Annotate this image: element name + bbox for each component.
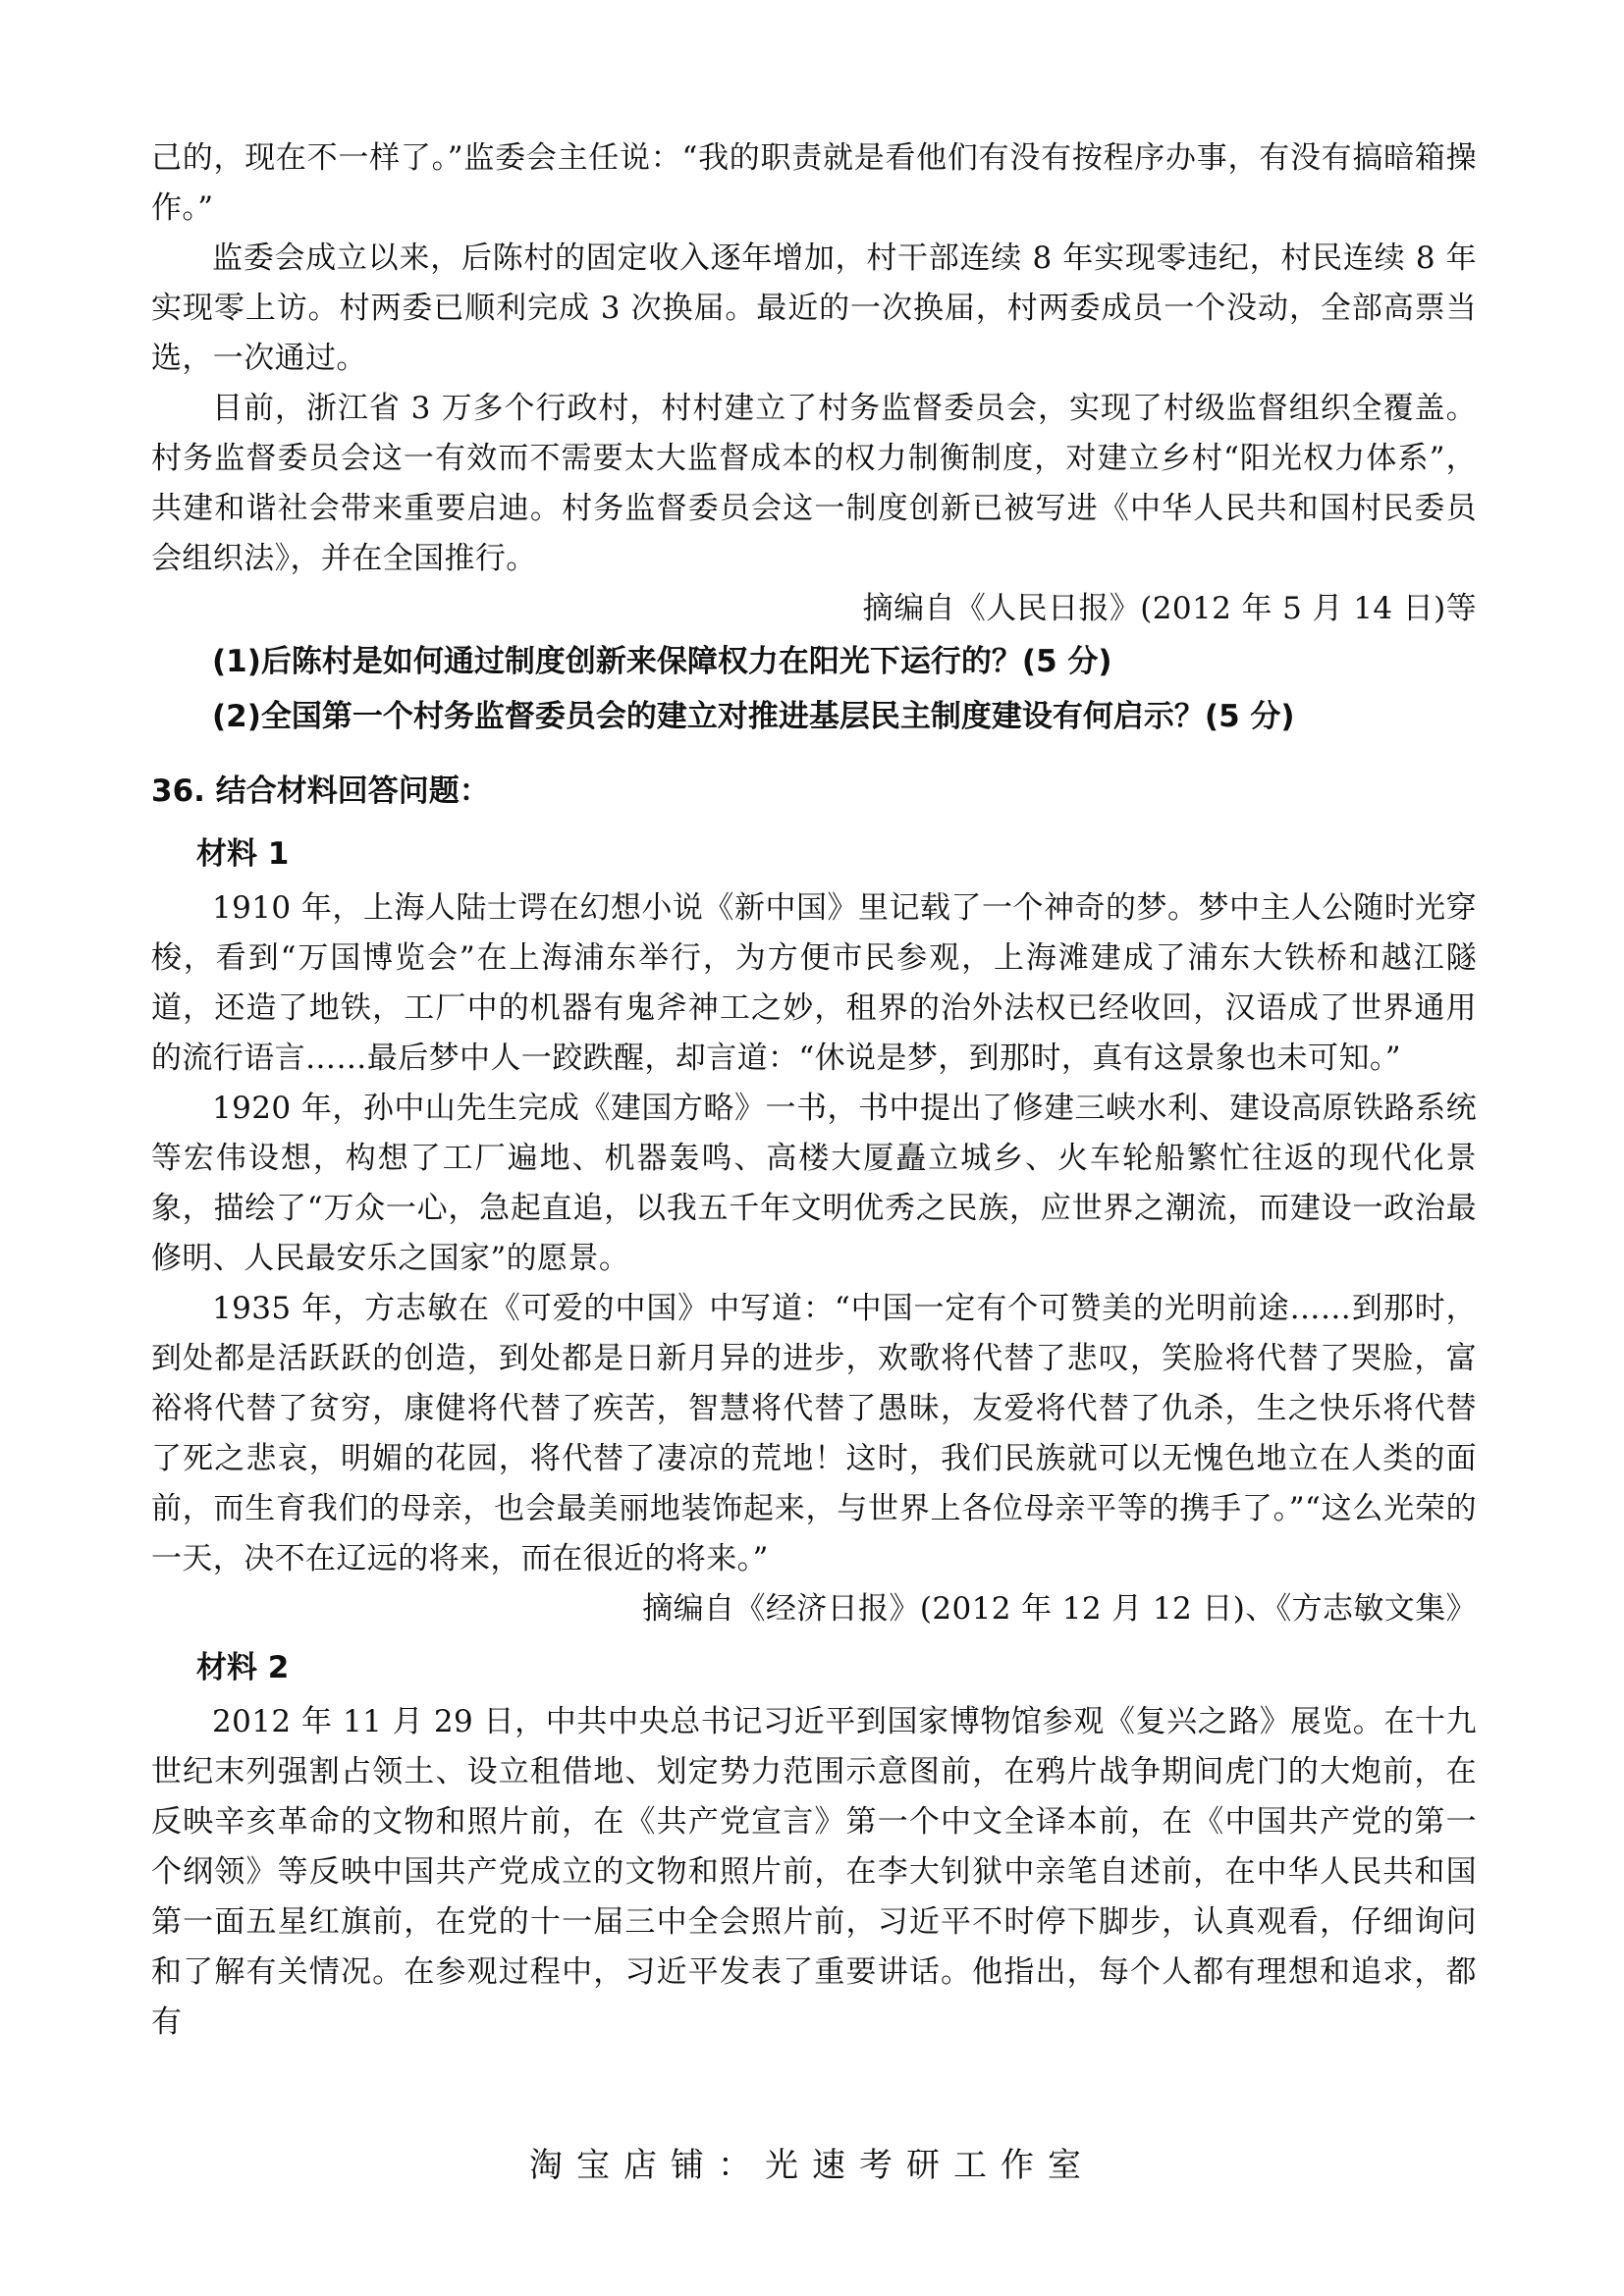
question-2: (2)全国第一个村务监督委员会的建立对推进基层民主制度建设有何启示？(5 分) [212,699,1295,734]
paragraph-results: 监委会成立以来，后陈村的固定收入逐年增加，村干部连续 8 年实现零违纪，村民连续 8 年实现零上访。村两委已顺利完成 3 次换届。最近的一次换届，村两委成员一个没动，全部高票当选，一次通过。 [151,240,1477,376]
material-1-label: 材料 1 [196,836,290,872]
material-1-paragraph-1910: 1910 年，上海人陆士谔在幻想小说《新中国》里记载了一个神奇的梦。梦中主人公随时光穿梭，看到“万国博览会”在上海浦东举行，为方便市民参观，上海滩建成了浦东大铁桥和越江隧道，还造了地铁，工厂中的机器有鬼斧神工之妙，租界的治外法权已经收回，汉语成了世界通用的流行语言……最后梦中人一跤跌醒，却言道：“休说是梦，到那时，真有这景象也未可知。” [151,890,1477,1076]
paragraph-continued: 己的，现在不一样了。”监委会主任说：“我的职责就是看他们有没有按程序办事，有没有搞暗箱操作。” [151,140,1477,226]
question-36-heading: 36. 结合材料回答问题： [151,774,490,809]
source-citation-1: 摘编自《人民日报》(2012 年 5 月 14 日)等 [862,591,1477,626]
material-1-paragraph-1920: 1920 年，孙中山先生完成《建国方略》一书，书中提出了修建三峡水利、建设高原铁路系统等宏伟设想，构想了工厂遍地、机器轰鸣、高楼大厦矗立城乡、火车轮船繁忙往返的现代化景象，描绘了“万众一心，急起直追，以我五千年文明优秀之民族，应世界之潮流，而建设一政治最修明、人民最安乐之国家”的愿景。 [151,1091,1477,1276]
question-1: (1)后陈村是如何通过制度创新来保障权力在阳光下运行的？(5 分) [212,644,1112,679]
source-citation-2: 摘编自《经济日报》(2012 年 12 月 12 日)、《方志敏文集》 [642,1591,1477,1627]
material-2-paragraph-2012: 2012 年 11 月 29 日，中共中央总书记习近平到国家博物馆参观《复兴之路》展览。在十九世纪末列强割占领土、设立租借地、划定势力范围示意图前，在鸦片战争期间虎门的大炮前，在反映辛亥革命的文物和照片前，在《共产党宣言》第一个中文全译本前，在《中国共产党的第一个纲领》等反映中国共产党成立的文物和照片前，在李大钊狱中亲笔自述前，在中华人民共和国第一面五星红旗前，在党的十一届三中全会照片前，习近平不时停下脚步，认真观看，仔细询问和了解有关情况。在参观过程中，习近平发表了重要讲话。他指出，每个人都有理想和追求，都有 [151,1704,1477,2040]
material-1-paragraph-1935: 1935 年，方志敏在《可爱的中国》中写道：“中国一定有个可赞美的光明前途……到那时，到处都是活跃跃的创造，到处都是日新月异的进步，欢歌将代替了悲叹，笑脸将代替了哭脸，富裕将代替了贫穷，康健将代替了疾苦，智慧将代替了愚昧，友爱将代替了仇杀，生之快乐将代替了死之悲哀，明媚的花园，将代替了凄凉的荒地！这时，我们民族就可以无愧色地立在人类的面前，而生育我们的母亲，也会最美丽地装饰起来，与世界上各位母亲平等的携手了。”“这么光荣的一天，决不在辽远的将来，而在很近的将来。” [151,1291,1477,1576]
footer-watermark: 淘宝店铺：光速考研工作室 [529,2146,1095,2185]
material-2-label: 材料 2 [196,1650,290,1685]
page-content [151,133,1477,2048]
paragraph-zhejiang: 目前，浙江省 3 万多个行政村，村村建立了村务监督委员会，实现了村级监督组织全覆盖。村务监督委员会这一有效而不需要太大监督成本的权力制衡制度，对建立乡村“阳光权力体系”，共建和谐社会带来重要启迪。村务监督委员会这一制度创新已被写进《中华人民共和国村民委员会组织法》，并在全国推行。 [151,391,1477,576]
